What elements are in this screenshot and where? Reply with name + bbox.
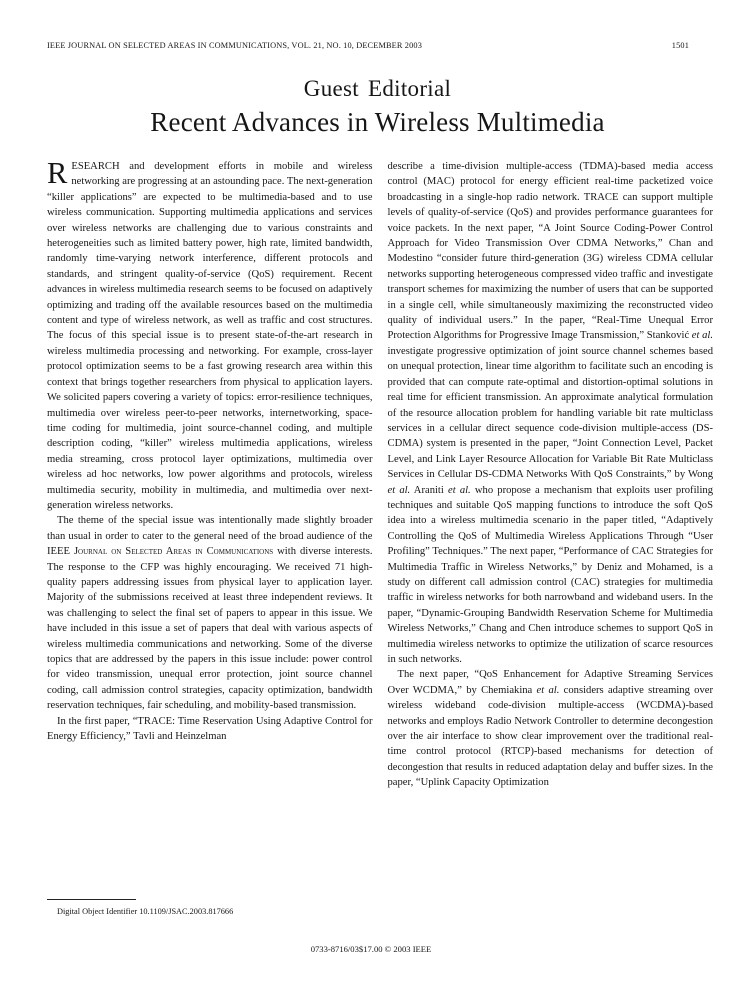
running-head — [47, 41, 689, 50]
footnote — [47, 899, 373, 917]
column-1 — [47, 156, 373, 791]
paragraph: The next paper, “QoS Enhancement for Adaptive Streaming Services Over WCDMA,” by Chemiakina et al. considers adaptive streaming over wireless wideband code-division multiple-access (WCDMA)-based networks and employs Radio Network Controller to determine decongestion over the air interface to show clear improvement over the traditional real-time control protocol (RTCP)-based mechanisms for detection of decongestion that results in reduced adaptation delay and buffer sizes. In the paper, “Uplink Capacity Optimization — [387, 669, 714, 789]
drop-cap: R — [47, 156, 68, 190]
paragraph: RESEARCH and development efforts in mobile and wireless networking are progressing at an astounding pace. The next-generation “killer applications” are expected to be multimedia-based and to use wireless communication. Supporting multimedia applications and services over wireless networks are challenging due to various constraints and heterogeneities such as limited battery power, high rate, limited bandwidth, randomly time-varying network interference, different protocols and standards, and stringent quality-of-service (QoS) requirement. Recent advances in wireless multimedia research seems to be focused on adaptively optimizing and trading off the available resources based on the multimedia content and type of wireless network, as well as traffic and cost structures. The focus of this special issue is to present state-of-the-art research in wireless multimedia processing and networking. For example, cross-layer protocol optimization seems to be a fast growing research area within this context that brings together researchers from physical to application layers. We solicited papers covering a variety of topics: error-resilience techniques, multimedia over wireless peer-to-peer networks, internetworking, space-time coding for multimedia, joint source-channel coding, and multiple description coding, “killer” wireless multimedia applications, wireless media streaming, cross protocol layer optimizations, multimedia over wireless ad hoc networks, low power algorithms and protocols, wireless multimedia security, mobility in multimedia, and multimedia over next-generation wireless networks. — [47, 156, 373, 511]
page-number: 1501 — [671, 41, 689, 50]
editorial-title: Guest Editorial — [303, 76, 452, 101]
column-2 — [388, 159, 714, 791]
footnote-rule — [47, 899, 136, 900]
copyright-line: 0733-8716/03$17.00 © 2003 IEEE — [310, 944, 432, 954]
paragraph: describe a time-division multiple-access (TDMA)-based media access control (MAC) protocol for energy efficient real-time packetized voice broadcasting in a single-hop radio network. TRACE can support multiple levels of quality-of-service (QoS) and provides performance guarantees for voice packets. In the next paper, “A Joint Source Coding-Power Control Approach for Video Transmission Over CDMA Networks,” Chan and Modestino “consider future third-generation (3G) wireless CDMA cellular networks supporting heterogeneous compressed video traffic and investigate transport schemes for maximizing the number of users that can be supported in a single cell, while simultaneously maximizing the reconstructed video quality of individual users.” In the paper, “Real-Time Unequal Error Protection Algorithms for Progressive Image Transmission,” Stanković et al. investigate progressive optimization of joint source channel schemes based on unequal protection, linear time algorithm to facilitate such an encoding is provided that can compute rate-optimal and distortion-optimal solutions in real time for efficient transmission. An approximate analytical formulation of the resource allocation problem for handling variable bit rate multiclass services in a cellular direct sequence code-division multiple-access (DS-CDMA) system is presented in the paper, “Joint Connection Level, Packet Level, and Link Layer Resource Allocation for Variable Bit Rate Multiclass Services in Cellular DS-CDMA Networks With QoS Constraints,” by Wong et al. Araniti et al. who propose a mechanism that exploits user profiling techniques and suitable QoS mapping functions to introduce the soft QoS idea into a wireless multimedia scenario in the paper titled, “Adaptively Controlling the QoS of Multimedia Wireless Applications Through “User Profiling” Techniques.” The next paper, “Performance of CAC Strategies for Multimedia Traffic in Wireless Networks,” by Deniz and Mohamed, is a study on different call admission control (CAC) strategies for multimedia traffic in wireless networks for both narrowband and wideband users. In the paper, “Dynamic-Grouping Bandwidth Reservation Scheme for Multimedia Wireless Networks,” Chang and Chen introduce schemes to support QoS in multimedia wireless networks to optimize the utilization of scarce resources in such networks. — [387, 161, 713, 665]
article-body — [47, 156, 714, 791]
journal-header-text: IEEE JOURNAL ON SELECTED AREAS IN COMMUNICATIONS, VOL. 21, NO. 10, DECEMBER 2003 — [47, 41, 422, 50]
doi-text: Digital Object Identifier 10.1109/JSAC.2003.817666 — [57, 907, 234, 916]
paragraph: The theme of the special issue was intentionally made slightly broader than usual in order to cater to the general need of the broad audience of the IEEE Journal on Selected Areas in Communications with diverse interests. The response to the CFP was highly encouraging. We received 71 high-quality papers addressing issues from physical layer to application layer. Majority of the submissions received at least three independent reviews. It was challenging to select the final set of papers to appear in this issue. We have included in this issue a set of papers that deal with various aspects of wireless multimedia communications and networking. Some of the diverse topics that are addressed by the papers in this issue include: power control for video transmission, unequal error protection, joint source channel coding, call admission control strategies, capacity optimization, bandwidth reservation techniques, fair scheduling, and mobility-based transmission. — [47, 515, 373, 712]
paragraph: In the first paper, “TRACE: Time Reservation Using Adaptive Control for Energy Efficiency,” Tavli and Heinzelman — [47, 715, 373, 743]
editorial-subtitle: Recent Advances in Wireless Multimedia — [150, 107, 605, 137]
